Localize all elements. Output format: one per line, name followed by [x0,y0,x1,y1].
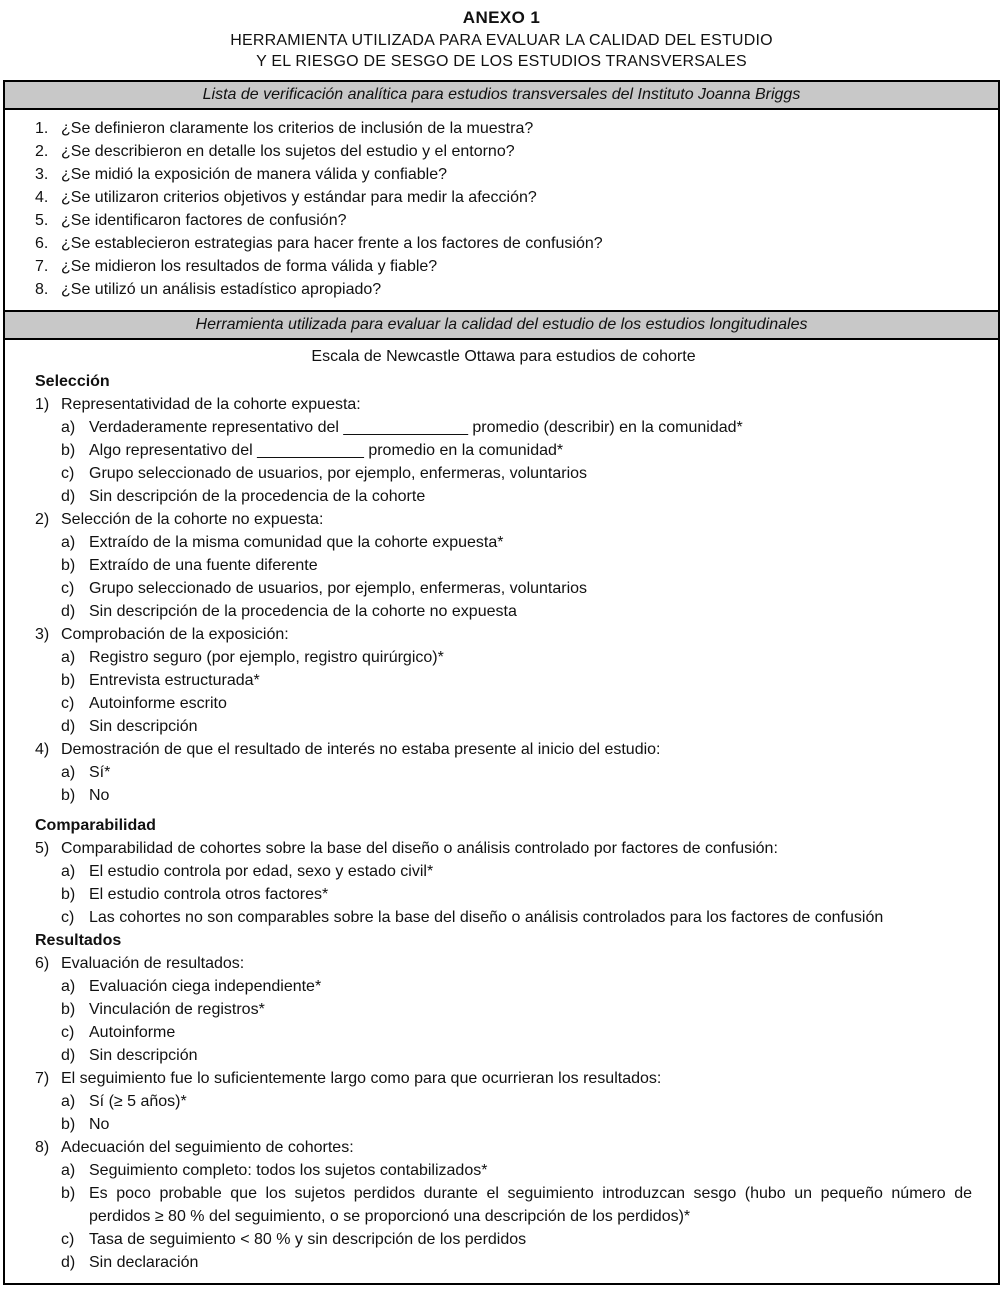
checklist-item [35,186,972,209]
option-letter: a) [61,863,76,880]
answer-option [35,1021,972,1044]
option-letter: a) [61,764,76,781]
item-text: ¿Se establecieron estrategias para hacer frente a los factores de confusión? [61,235,603,252]
answer-option [35,531,972,554]
option-letter: c) [61,1024,75,1041]
answer-option [35,1251,972,1274]
option-text: Registro seguro (por ejemplo, registro quirúrgico)* [89,649,444,666]
checklist-item [35,278,972,301]
option-text: Entrevista estructurada* [89,672,260,689]
item-number: 5. [35,212,49,229]
question [35,837,972,860]
nos-section-header: Herramienta utilizada para evaluar la calidad del estudio de los estudios longitudinales [5,310,998,340]
item-text: ¿Se midió la exposición de manera válida y confiable? [61,166,447,183]
document-title-line-2: Y EL RIESGO DE SESGO DE LOS ESTUDIOS TRANSVERSALES [256,53,747,70]
question-text: Demostración de que el resultado de interés no estaba presente al inicio del estudio: [61,741,661,758]
option-letter: a) [61,419,76,436]
question [35,952,972,975]
question-text: Evaluación de resultados: [61,955,245,972]
item-text: ¿Se utilizaron criterios objetivos y estándar para medir la afección? [61,189,537,206]
answer-option [35,761,972,784]
question-number: 2) [35,511,50,528]
document-title-line-1: HERRAMIENTA UTILIZADA PARA EVALUAR LA CALIDAD DEL ESTUDIO [230,32,773,49]
answer-option [35,1182,972,1228]
option-letter: b) [61,1185,76,1202]
answer-option [35,975,972,998]
answer-option [35,554,972,577]
option-letter: a) [61,649,76,666]
option-letter: b) [61,886,76,903]
item-number: 7. [35,258,49,275]
answer-option [35,485,972,508]
option-text: Tasa de seguimiento < 80 % y sin descripción de los perdidos [89,1231,527,1248]
group-title-seleccion: Selección [35,373,110,390]
jbi-section-header: Lista de verificación analítica para estudios transversales del Instituto Joanna Briggs [5,82,998,110]
question-number: 1) [35,396,50,413]
item-text: ¿Se midieron los resultados de forma válida y fiable? [61,258,438,275]
question-text: Representatividad de la cohorte expuesta: [61,396,361,413]
nos-subtitle: Escala de Newcastle Ottawa para estudios de cohorte [311,348,696,365]
question [35,1136,972,1159]
item-number: 6. [35,235,49,252]
answer-option [35,883,972,906]
option-letter: b) [61,787,76,804]
checklist-item [35,117,972,140]
option-letter: d) [61,1254,76,1271]
group-title-comparabilidad: Comparabilidad [35,817,156,834]
question-number: 5) [35,840,50,857]
question-text: Adecuación del seguimiento de cohortes: [61,1139,354,1156]
jbi-checklist [5,110,998,310]
option-text: Sin descripción de la procedencia de la cohorte [89,488,426,505]
item-text: ¿Se describieron en detalle los sujetos del estudio y el entorno? [61,143,515,160]
option-letter: d) [61,718,76,735]
option-text: El estudio controla otros factores* [89,886,329,903]
option-letter: b) [61,442,76,459]
answer-option [35,1228,972,1251]
option-text: Sí* [89,764,111,781]
checklist-item [35,163,972,186]
option-text: Grupo seleccionado de usuarios, por ejemplo, enfermeras, voluntarios [89,465,588,482]
answer-option [35,860,972,883]
answer-option [35,715,972,738]
option-letter: b) [61,1116,76,1133]
option-letter: b) [61,557,76,574]
question [35,623,972,646]
option-text: Verdaderamente representativo del ______________ promedio (describir) en la comunidad* [89,419,743,436]
option-letter: a) [61,1162,76,1179]
question-number: 6) [35,955,50,972]
checklist-item [35,232,972,255]
question-number: 3) [35,626,50,643]
answer-option [35,998,972,1021]
option-text: No [89,1116,110,1133]
newcastle-ottawa-scale [5,340,998,1283]
option-text: Seguimiento completo: todos los sujetos contabilizados* [89,1162,488,1179]
option-text: Extraído de la misma comunidad que la cohorte expuesta* [89,534,504,551]
question-text: El seguimiento fue lo suficientemente largo como para que ocurrieran los resultados: [61,1070,662,1087]
item-text: ¿Se definieron claramente los criterios de inclusión de la muestra? [61,120,534,137]
answer-option [35,906,972,929]
answer-option [35,646,972,669]
question [35,508,972,531]
document-body [3,80,1000,1285]
option-letter: d) [61,488,76,505]
option-text: Sin descripción [89,1047,198,1064]
answer-option [35,439,972,462]
question-text: Comparabilidad de cohortes sobre la base del diseño o análisis controlado por factores de confusión: [61,840,778,857]
option-text: Extraído de una fuente diferente [89,557,318,574]
option-text: Vinculación de registros* [89,1001,265,1018]
option-text: El estudio controla por edad, sexo y estado civil* [89,863,434,880]
question-number: 4) [35,741,50,758]
question [35,393,972,416]
answer-option [35,1090,972,1113]
option-text: Sin descripción de la procedencia de la cohorte no expuesta [89,603,517,620]
option-letter: a) [61,1093,76,1110]
option-letter: a) [61,978,76,995]
answer-option [35,1044,972,1067]
item-number: 2. [35,143,49,160]
answer-option [35,600,972,623]
option-text: Sí (≥ 5 años)* [89,1093,187,1110]
answer-option [35,1159,972,1182]
question [35,1067,972,1090]
option-text: Evaluación ciega independiente* [89,978,322,995]
question [35,738,972,761]
option-letter: c) [61,909,75,926]
answer-option [35,416,972,439]
annex-title: ANEXO 1 [462,8,541,27]
answer-option [35,1113,972,1136]
question-number: 8) [35,1139,50,1156]
checklist-item [35,209,972,232]
option-text: Sin declaración [89,1254,199,1271]
option-letter: c) [61,580,75,597]
option-text: Autoinforme [89,1024,176,1041]
item-number: 3. [35,166,49,183]
checklist-item [35,255,972,278]
option-letter: c) [61,695,75,712]
document-title-block [3,8,1000,71]
answer-option [35,784,972,807]
option-text: Sin descripción [89,718,198,735]
question-text: Selección de la cohorte no expuesta: [61,511,324,528]
option-letter: a) [61,534,76,551]
item-text: ¿Se identificaron factores de confusión? [61,212,347,229]
answer-option [35,462,972,485]
answer-option [35,692,972,715]
group-title-resultados: Resultados [35,932,122,949]
option-text: Autoinforme escrito [89,695,227,712]
option-text: Algo representativo del ____________ promedio en la comunidad* [89,442,564,459]
option-text: Grupo seleccionado de usuarios, por ejemplo, enfermeras, voluntarios [89,580,588,597]
question-number: 7) [35,1070,50,1087]
option-letter: b) [61,1001,76,1018]
option-letter: d) [61,603,76,620]
option-letter: c) [61,465,75,482]
checklist-item [35,140,972,163]
item-number: 4. [35,189,49,206]
option-letter: d) [61,1047,76,1064]
item-text: ¿Se utilizó un análisis estadístico apropiado? [61,281,382,298]
item-number: 8. [35,281,49,298]
answer-option [35,669,972,692]
option-text: Las cohortes no son comparables sobre la base del diseño o análisis controlados para los factores de confusión [89,909,884,926]
question-text: Comprobación de la exposición: [61,626,289,643]
option-text: Es poco probable que los sujetos perdidos durante el seguimiento introduzcan sesgo (hubo un pequeño número de perdidos ≥ 80 % del seguimiento, o se proporcionó una descripción de los perdidos)* [89,1185,972,1225]
option-letter: c) [61,1231,75,1248]
item-number: 1. [35,120,49,137]
option-letter: b) [61,672,76,689]
answer-option [35,577,972,600]
option-text: No [89,787,110,804]
